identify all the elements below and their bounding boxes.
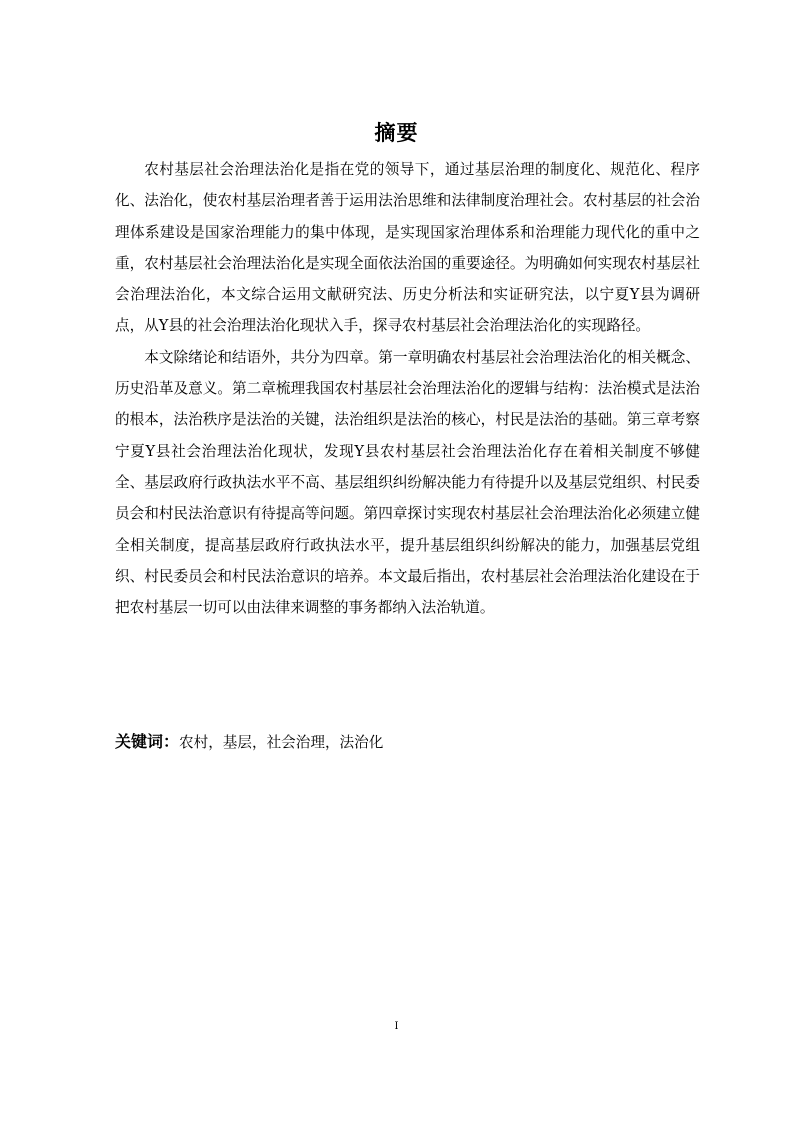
page-number: I bbox=[394, 1021, 399, 1032]
abstract-paragraph-1: 农村基层社会治理法治化是指在党的领导下，通过基层治理的制度化、规范化、程序化、法治化，使农村基层治理者善于运用法治思维和法律制度治理社会。农村基层的社会治理体系建设是国家治理能力的集中体现，是实现国家治理体系和治理能力现代化的重中之重，农村基层社会治理法治化是实现全面依法治国的重要途径。为明确如何实现农村基层社会治理法治化，本文综合运用文献研究法、历史分析法和实证研究法，以宁夏Y县为调研点，从Y县的社会治理法治化现状入手，探寻农村基层社会治理法治化的实现路径。 bbox=[115, 161, 700, 335]
keywords-label: 关键词： bbox=[115, 732, 180, 751]
abstract-paragraph-2: 本文除绪论和结语外，共分为四章。第一章明确农村基层社会治理法治化的相关概念、历史沿革及意义。第二章梳理我国农村基层社会治理法治化的逻辑与结构：法治模式是法治的根本，法治秩序是法治的关键，法治组织是法治的核心，村民是法治的基础。第三章考察宁夏Y县社会治理法治化现状，发现Y县农村基层社会治理法治化存在着相关制度不够健全、基层政府行政执法水平不高、基层组织纠纷解决能力有待提升以及基层党组织、村民委员会和村民法治意识有待提高等问题。第四章探讨实现农村基层社会治理法治化必须建立健全相关制度，提高基层政府行政执法水平，提升基层组织纠纷解决的能力，加强基层党组织、村民委员会和村民法治意识的培养。本文最后指出，农村基层社会治理法治化建设在于把农村基层一切可以由法律来调整的事务都纳入法治轨道。 bbox=[115, 348, 700, 617]
keywords-line bbox=[115, 727, 700, 758]
abstract-title: 摘要 bbox=[374, 121, 419, 145]
abstract-body bbox=[115, 154, 700, 623]
keywords-list: 农村，基层，社会治理，法治化 bbox=[179, 734, 384, 751]
